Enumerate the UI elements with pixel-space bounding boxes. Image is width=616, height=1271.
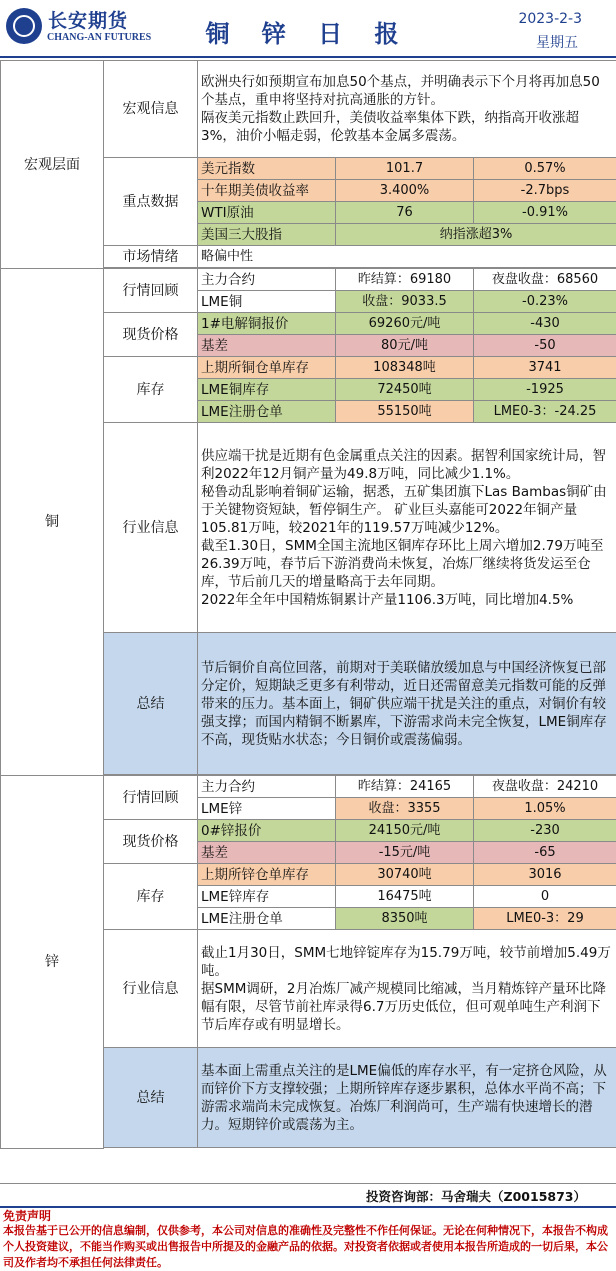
- copper-inv-row-v2: -1925: [474, 379, 616, 401]
- copper-inv-row-v2: LME0-3：-24.25: [474, 401, 616, 423]
- report-date: 2023-2-3: [518, 11, 582, 27]
- disclaimer-box: [0, 1206, 616, 1271]
- copper-industry-text: 供应端干扰是近期有色金属重点关注的因素。据智利国家统计局，智利2022年12月铜产量为49.8万吨，同比减少1.1%。 秘鲁动乱影响着铜矿运输，据悉，五矿集团旗下Las Bambas铜矿由于关键物资短缺，暂停铜生产。 矿业巨头嘉能可2022年铜产量105.81万吨，较2021年的119.57万吨减少12%。 截至1.30日，SMM全国主流地区铜库存环比上周六增加2.79万吨至26.39万吨，春节后下游消费尚未恢复，冶炼厂继续将货发运至仓库，节后前几天的增量略高于去年同期。 2022年全年中国精炼铜累计产量1106.3万吨，同比增加4.5%: [198, 423, 616, 633]
- zinc-inv-row-label: 上期所锌仓单库存: [198, 864, 336, 886]
- section-macro: 宏观层面: [1, 61, 104, 269]
- logo-en: CHANG-AN FUTURES: [47, 32, 152, 43]
- macro-sentiment-value: 略偏中性: [198, 246, 616, 268]
- copper-inv-label: 库存: [104, 357, 198, 423]
- zinc-inv-row-label: LME注册仓单: [198, 908, 336, 930]
- copper-summary-label: 总结: [104, 633, 198, 775]
- copper-main-label: 主力合约: [198, 269, 336, 291]
- macro-row-v2: 0.57%: [474, 158, 616, 180]
- zinc-main-label: 主力合约: [198, 776, 336, 798]
- copper-industry-label: 行业信息: [104, 423, 198, 633]
- copper-spot-label: 现货价格: [104, 313, 198, 357]
- copper-inv-row-v1: 108348吨: [336, 357, 474, 379]
- report-title: 铜 锌 日 报: [205, 20, 411, 48]
- disclaimer-text: 本报告基于已公开的信息编制，仅供参考，本公司对信息的准确性及完整性不作任何保证。无论在何种情况下，本报告不构成个人投资建议，不能当作购买或出售报告中所提及的金融产品的依据。对投资者依据或者使用本报告所造成的一切后果，本公司及作者均不承担任何法律责任。: [3, 1224, 608, 1269]
- macro-sentiment-label: 市场情绪: [104, 246, 198, 268]
- zinc-summary-label: 总结: [104, 1048, 198, 1148]
- zinc-lme-v2: 1.05%: [474, 798, 616, 820]
- zinc-main-v1: 昨结算：24165: [336, 776, 474, 798]
- zinc-inv-row-v2: 3016: [474, 864, 616, 886]
- copper-basis-v2: -50: [474, 335, 616, 357]
- copper-main-v2: 夜盘收盘：68560: [474, 269, 616, 291]
- macro-row-v1: 76: [336, 202, 474, 224]
- zinc-inv-row-v1: 8350吨: [336, 908, 474, 930]
- copper-spot-price-v2: -430: [474, 313, 616, 335]
- zinc-main-v2: 夜盘收盘：24210: [474, 776, 616, 798]
- macro-row-v2: -2.7bps: [474, 180, 616, 202]
- macro-row-label: 美国三大股指: [198, 224, 336, 246]
- zinc-spot-price-v2: -230: [474, 820, 616, 842]
- copper-basis-v1: 80元/吨: [336, 335, 474, 357]
- macro-row-v1: 3.400%: [336, 180, 474, 202]
- copper-inv-row-v1: 55150吨: [336, 401, 474, 423]
- section-copper: 铜: [1, 269, 104, 776]
- copper-main-v1: 昨结算：69180: [336, 269, 474, 291]
- zinc-lme-label: LME锌: [198, 798, 336, 820]
- macro-info-text: 欧洲央行如预期宣布加息50个基点，并明确表示下个月将再加息50个基点，重申将坚持对抗高通胀的方针。 隔夜美元指数止跌回升，美债收益率集体下跌，纳指高开收涨超3%，油价小幅走弱，伦敦基本金属多震荡。: [198, 61, 616, 158]
- zinc-inv-row-v2: 0: [474, 886, 616, 908]
- macro-row-v1: 纳指涨超3%: [336, 224, 616, 246]
- copper-inv-row-v2: 3741: [474, 357, 616, 379]
- copper-lme-v2: -0.23%: [474, 291, 616, 313]
- copper-spot-price-label: 1#电解铜报价: [198, 313, 336, 335]
- zinc-spot-label: 现货价格: [104, 820, 198, 864]
- zinc-inv-row-v1: 16475吨: [336, 886, 474, 908]
- zinc-lme-v1: 收盘：3355: [336, 798, 474, 820]
- logo-cn: 长安期货: [48, 10, 129, 32]
- macro-data-label: 重点数据: [104, 158, 198, 246]
- report-header: [0, 0, 616, 58]
- zinc-basis-v2: -65: [474, 842, 616, 864]
- zinc-spot-price-label: 0#锌报价: [198, 820, 336, 842]
- zinc-industry-text: 截止1月30日，SMM七地锌锭库存为15.79万吨，较节前增加5.49万吨。 据SMM调研，2月冶炼厂减产规模同比缩减，当月精炼锌产量环比降幅有限，尽管节前社库录得6.7万历史低位，但可观单吨生产利润下节后库存或有明显增长。: [198, 930, 616, 1048]
- report-weekday: 星期五: [536, 35, 578, 51]
- zinc-spot-price-v1: 24150元/吨: [336, 820, 474, 842]
- disclaimer-title: 免责声明: [3, 1209, 52, 1223]
- copper-lme-label: LME铜: [198, 291, 336, 313]
- section-zinc: 锌: [1, 776, 104, 1149]
- copper-summary-text: 节后铜价自高位回落，前期对于美联储放缓加息与中国经济恢复已部分定价，短期缺乏更多有利带动，近日还需留意美元指数可能的反弹带来的压力。基本面上，铜矿供应端干扰是关注的重点，对铜价有较强支撑；而国内精铜不断累库，下游需求尚未完全恢复，LME铜库存不高，现货贴水状态；今日铜价或震荡偏弱。: [198, 633, 616, 775]
- copper-inv-row-label: LME铜库存: [198, 379, 336, 401]
- macro-row-label: 美元指数: [198, 158, 336, 180]
- zinc-review-label: 行情回顾: [104, 776, 198, 820]
- zinc-inv-row-v1: 30740吨: [336, 864, 474, 886]
- macro-row-label: 十年期美债收益率: [198, 180, 336, 202]
- copper-basis-label: 基差: [198, 335, 336, 357]
- report-table: [0, 60, 616, 1149]
- macro-info-label: 宏观信息: [104, 61, 198, 158]
- zinc-inv-label: 库存: [104, 864, 198, 930]
- zinc-inv-row-label: LME锌库存: [198, 886, 336, 908]
- copper-inv-row-label: LME注册仓单: [198, 401, 336, 423]
- zinc-summary-text: 基本面上需重点关注的是LME偏低的库存水平，有一定挤仓风险，从而锌价下方支撑较强；上期所锌库存逐步累积，总体水平尚不高；下游需求端尚未完成恢复。冶炼厂利润尚可，生产端有快速增长的潜力。短期锌价或震荡为主。: [198, 1048, 616, 1148]
- copper-inv-row-label: 上期所铜仓单库存: [198, 357, 336, 379]
- copper-lme-v1: 收盘：9033.5: [336, 291, 474, 313]
- copper-spot-price-v1: 69260元/吨: [336, 313, 474, 335]
- macro-row-v1: 101.7: [336, 158, 474, 180]
- zinc-industry-label: 行业信息: [104, 930, 198, 1048]
- copper-inv-row-v1: 72450吨: [336, 379, 474, 401]
- macro-row-v2: -0.91%: [474, 202, 616, 224]
- zinc-inv-row-v2: LME0-3：29: [474, 908, 616, 930]
- consultant-name: 投资咨询部：马舍瑞夫（Z0015873）: [366, 1189, 586, 1204]
- zinc-basis-v1: -15元/吨: [336, 842, 474, 864]
- copper-review-label: 行情回顾: [104, 269, 198, 313]
- macro-row-label: WTI原油: [198, 202, 336, 224]
- consultant-line: [0, 1183, 616, 1205]
- zinc-basis-label: 基差: [198, 842, 336, 864]
